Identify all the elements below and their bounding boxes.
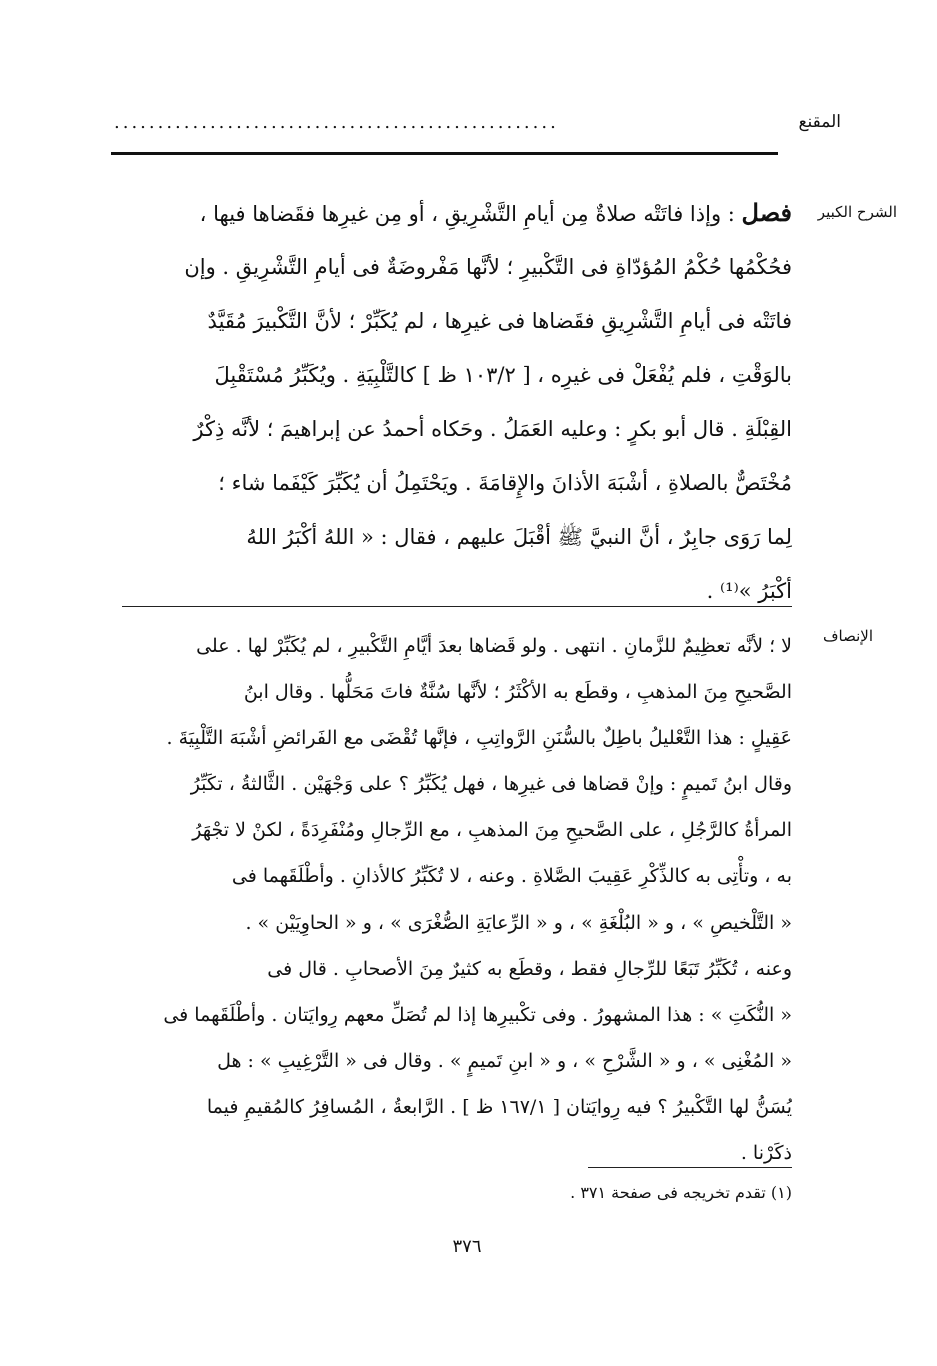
insaf-line: المرأةُ كالرَّجُلِ ، على الصَّحيحِ مِنَ المذهبِ ، مع الرِّجالِ ومُنْفَرِدَةً ، لكنْ لا تجْهَرُ bbox=[192, 819, 792, 842]
sharh-text-block bbox=[112, 186, 792, 618]
sharh-line: القِبْلَةِ . قال أبو بكرٍ : وعليه العَمَلُ . وحَكاه أحمدُ عن إبراهيمَ ؛ لأنَّه ذِكْرٌ bbox=[193, 417, 792, 441]
sharh-line bbox=[112, 186, 792, 240]
insaf-line: ذكَرْنا . bbox=[740, 1142, 792, 1165]
insaf-line: « المُغْنِى » ، و « الشَّرْحِ » ، و « ابنِ تَميمٍ » . وقال فى « التَّرْغِيبِ » : هل bbox=[217, 1049, 792, 1072]
header-dot-leader: ................................................... bbox=[114, 112, 559, 133]
running-header-title: المقنع bbox=[798, 112, 841, 132]
footnote-rule bbox=[588, 1167, 792, 1168]
section-divider bbox=[122, 606, 792, 607]
insaf-line: وقال ابنُ تَميمٍ : وإنْ قضاها فى غيرِها ، فهل يُكَبِّرُ ؟ على وَجْهَيْن . الثَّالثةُ ، تكَبِّرُ bbox=[190, 773, 792, 796]
sharh-line: بالوَقْتِ ، فلم يُفْعَلْ فى غيرِه ، [ ١٠٣/٢ ظ ] كالتَّلْبِيَةِ . ويُكَبِّرُ مُسْتَقْبِلَ bbox=[214, 363, 792, 387]
sharh-line: فاتَتْه فى أيامِ التَّشْرِيقِ فقَضاها فى غيرِها ، لم يُكَبِّرْ ؛ لأنَّ التَّكْبيرَ مُقَيَّدٌ bbox=[207, 309, 792, 333]
insaf-section-label: الإنصاف bbox=[822, 627, 873, 645]
insaf-line: الصَّحيحِ مِنَ المذهبِ ، وقطَع به الأكْثَرُ ؛ لأنَّها سُنَّةٌ فاتَ مَحَلُّها . وقال ابنُ bbox=[243, 681, 792, 704]
footnote: (١) تقدم تخريجه فى صفحة ٣٧١ . bbox=[570, 1183, 792, 1202]
insaf-line: « التَّلْخيصِ » ، و « البُلْغَةِ » ، و « الرِّعايَةِ الصُّغْرَى » ، و « الحاوِيَيْن » . bbox=[245, 911, 792, 934]
sharh-line-text: : وإذا فاتَتْه صلاةٌ مِن أيامِ التَّشْرِيقِ ، أو مِن غيرِها فقَضاها فيها ، bbox=[199, 202, 735, 226]
insaf-line: يُسَنُّ لها التَّكْبيرُ ؟ فيه رِوايَتان [ ١٦٧/١ ظ ] . الرَّابعةُ ، المُسافِرُ كالمُقيمِ فيما bbox=[206, 1095, 792, 1118]
insaf-line: عَقِيلٍ : هذا التَّعْليلُ باطِلٌ بالسُّنَنِ الرَّواتِبِ ، فإنَّها تُقْضَى مع الفَرائضِ أشْبَهَ التَّلْبِيَةَ . bbox=[166, 727, 792, 750]
insaf-line: وعنه ، تُكَبِّرُ تَبَعًا للرِّجالِ فقط ، وقطَع به كثيرٌ مِنَ الأصحابِ . قال فى bbox=[267, 957, 792, 980]
page-number: ٣٧٦ bbox=[452, 1236, 482, 1257]
sharh-line: أكْبَرُ »⁽¹⁾ . bbox=[706, 579, 792, 603]
sharh-line: لِما رَوَى جابِرٌ ، أنَّ النبيَّ ﷺ أقْبَلَ عليهم ، فقال : « اللهُ أكْبَرُ اللهُ bbox=[246, 525, 792, 549]
fasl-heading: فصل bbox=[741, 198, 792, 227]
insaf-line: « النُّكَتِ » : هذا المشهورُ . وفى تكْبيرِها إذا لم تُصَلِّ معهم رِوايَتان . وأطْلَقَهما فى bbox=[163, 1003, 792, 1026]
sharh-line: فحُكْمُها حُكْمُ المُؤدّاةِ فى التَّكْبيرِ ؛ لأنَّها مَفْروضَةٌ فى أيامِ التَّشْرِيقِ . وإن bbox=[184, 255, 792, 279]
insaf-line: به ، وتأْتِى به كالذِّكْرِ عَقِيبَ الصَّلاةِ . وعنه ، لا تُكَبِّرُ كالأذانِ . وأطْلَقَهما فى bbox=[231, 865, 792, 888]
sharh-section-label: الشرح الكبير bbox=[817, 203, 897, 221]
sharh-line: مُخْتَصٌّ بالصلاةِ ، أشْبَهَ الأذانَ والإِقامَةَ . ويَحْتَمِلُ أن يُكَبِّرَ كَيْفَما شاء ؛ bbox=[218, 471, 792, 495]
insaf-text-block bbox=[112, 623, 792, 1176]
insaf-line: لا ؛ لأنَّه تعظِيمٌ للزَّمانِ . انتهى . ولو قَضاها بعدَ أيَّامِ التَّكْبيرِ ، لم يُكَبِّرْ لها . على bbox=[196, 635, 792, 657]
header-rule bbox=[111, 152, 778, 155]
